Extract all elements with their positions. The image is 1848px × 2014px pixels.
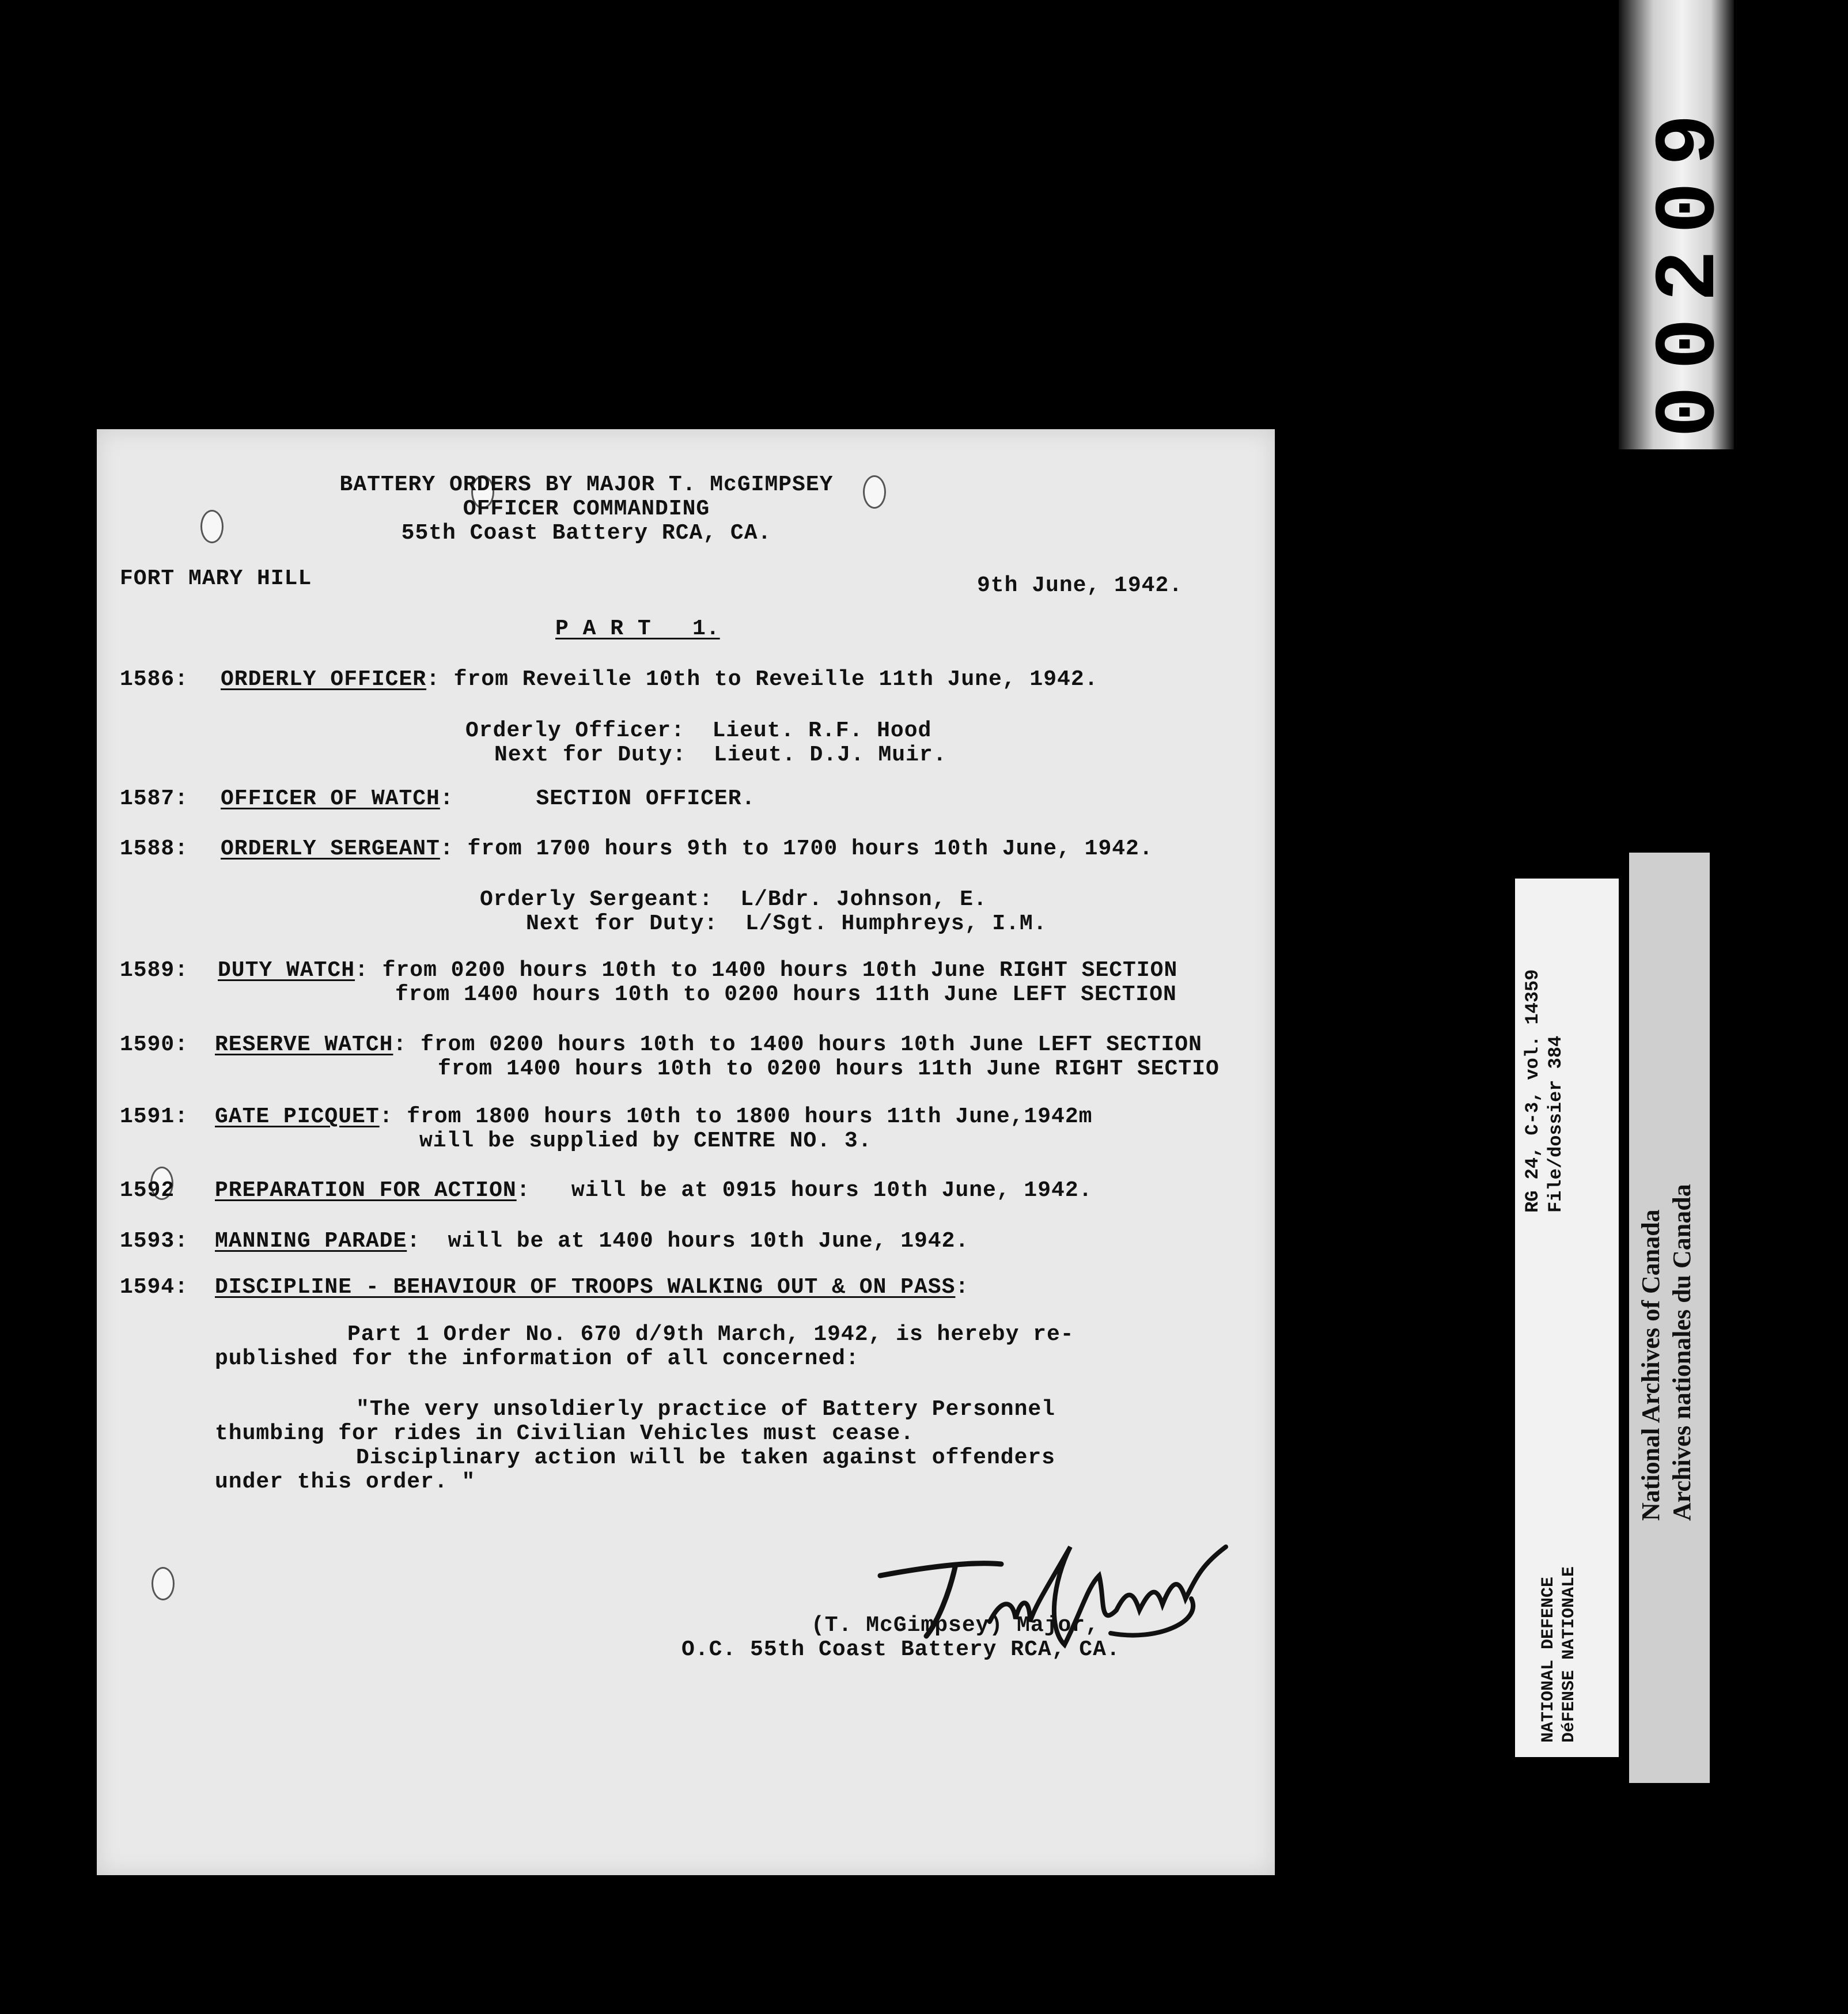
order-heading: GATE PICQUET — [215, 1104, 380, 1129]
header-line-1: BATTERY ORDERS BY MAJOR T. McGIMPSEY — [339, 472, 834, 497]
order-1593 — [215, 1229, 969, 1254]
header-line-3: 55th Coast Battery RCA, CA. — [401, 521, 772, 546]
order-1587 — [221, 786, 755, 812]
discipline-paragraph: published for the information of all concerned: — [215, 1346, 859, 1371]
order-text: : from 0200 hours 10th to 1400 hours 10th June LEFT SECTION — [393, 1032, 1202, 1057]
document-sheet — [97, 429, 1275, 1875]
national-defence-en: NATIONAL DEFENCE — [1539, 1576, 1558, 1743]
order-1592 — [215, 1178, 1092, 1203]
order-number: 1589: — [120, 958, 189, 983]
order-heading: DISCIPLINE - BEHAVIOUR OF TROOPS WALKING OUT & ON PASS — [215, 1275, 956, 1300]
order-text: : from Reveille 10th to Reveille 11th June, 1942. — [426, 667, 1099, 692]
archive-reference-label — [1515, 879, 1619, 1757]
signature-title: O.C. 55th Coast Battery RCA, CA. — [681, 1637, 1120, 1662]
order-heading: OFFICER OF WATCH — [221, 786, 440, 811]
order-1589 — [218, 958, 1177, 983]
order-text: : will be at 1400 hours 10th June, 1942. — [407, 1229, 970, 1254]
duty-line: Orderly Officer: Lieut. R.F. Hood — [465, 718, 932, 743]
order-1591 — [215, 1104, 1092, 1130]
order-1590 — [215, 1032, 1202, 1058]
rg-reference: RG 24, C-3, vol. 14359 — [1522, 969, 1543, 1213]
duty-line: Orderly Sergeant: L/Bdr. Johnson, E. — [480, 887, 987, 912]
order-heading: PREPARATION FOR ACTION — [215, 1178, 517, 1203]
order-text: : will be at 0915 hours 10th June, 1942. — [516, 1178, 1093, 1203]
signature-name: (T. McGimpsey) Major, — [811, 1613, 1099, 1638]
order-text: : SECTION OFFICER. — [440, 786, 756, 811]
order-1586 — [221, 667, 1098, 692]
order-number: 1593: — [120, 1229, 189, 1254]
national-defence-fr: DéFENSE NATIONALE — [1559, 1566, 1579, 1743]
discipline-quote: Disciplinary action will be taken against offenders — [356, 1445, 1055, 1470]
frame-number: 00209 — [1642, 97, 1740, 438]
order-number: 1592 — [120, 1178, 175, 1203]
file-reference: File/dossier 384 — [1545, 1035, 1566, 1213]
national-archives-en: National Archives of Canada — [1637, 1209, 1665, 1521]
national-archives-label — [1629, 853, 1710, 1783]
duty-line: Next for Duty: Lieut. D.J. Muir. — [494, 743, 947, 767]
order-text-continued: will be supplied by CENTRE NO. 3. — [419, 1129, 872, 1153]
duty-line: Next for Duty: L/Sgt. Humphreys, I.M. — [526, 911, 1047, 936]
national-archives-fr: Archives nationales du Canada — [1668, 1184, 1696, 1521]
header-line-2: OFFICER COMMANDING — [463, 497, 710, 521]
document-date: 9th June, 1942. — [977, 573, 1183, 598]
discipline-quote: "The very unsoldierly practice of Battery Personnel — [356, 1397, 1055, 1422]
order-number: 1591: — [120, 1104, 189, 1129]
order-text-continued: from 1400 hours 10th to 0200 hours 11th June RIGHT SECTIO — [438, 1057, 1220, 1081]
order-text: : from 1700 hours 9th to 1700 hours 10th June, 1942. — [440, 836, 1153, 861]
order-heading: MANNING PARADE — [215, 1229, 407, 1254]
order-number: 1594: — [120, 1275, 189, 1300]
order-number: 1586: — [120, 667, 189, 692]
part-title: P A R T 1. — [555, 616, 720, 641]
order-number: 1587: — [120, 786, 189, 811]
order-heading: ORDERLY OFFICER — [221, 667, 427, 692]
order-1588 — [221, 836, 1153, 862]
order-number: 1590: — [120, 1032, 189, 1057]
frame-counter-strip — [1619, 0, 1740, 449]
order-text: : from 1800 hours 10th to 1800 hours 11th June,1942m — [379, 1104, 1093, 1129]
discipline-paragraph: Part 1 Order No. 670 d/9th March, 1942, is hereby re- — [347, 1322, 1074, 1347]
punch-hole — [152, 1567, 175, 1600]
order-text-continued: from 1400 hours 10th to 0200 hours 11th June LEFT SECTION — [395, 982, 1177, 1007]
discipline-quote: thumbing for rides in Civilian Vehicles must cease. — [215, 1421, 914, 1446]
order-text: : from 0200 hours 10th to 1400 hours 10th June RIGHT SECTION — [355, 958, 1178, 983]
order-1594 — [215, 1275, 969, 1300]
location: FORT MARY HILL — [120, 566, 312, 591]
order-heading: RESERVE WATCH — [215, 1032, 393, 1057]
discipline-quote: under this order. " — [215, 1470, 476, 1494]
order-text: : — [955, 1275, 970, 1300]
order-number: 1588: — [120, 836, 189, 861]
order-heading: ORDERLY SERGEANT — [221, 836, 440, 861]
order-heading: DUTY WATCH — [218, 958, 355, 983]
